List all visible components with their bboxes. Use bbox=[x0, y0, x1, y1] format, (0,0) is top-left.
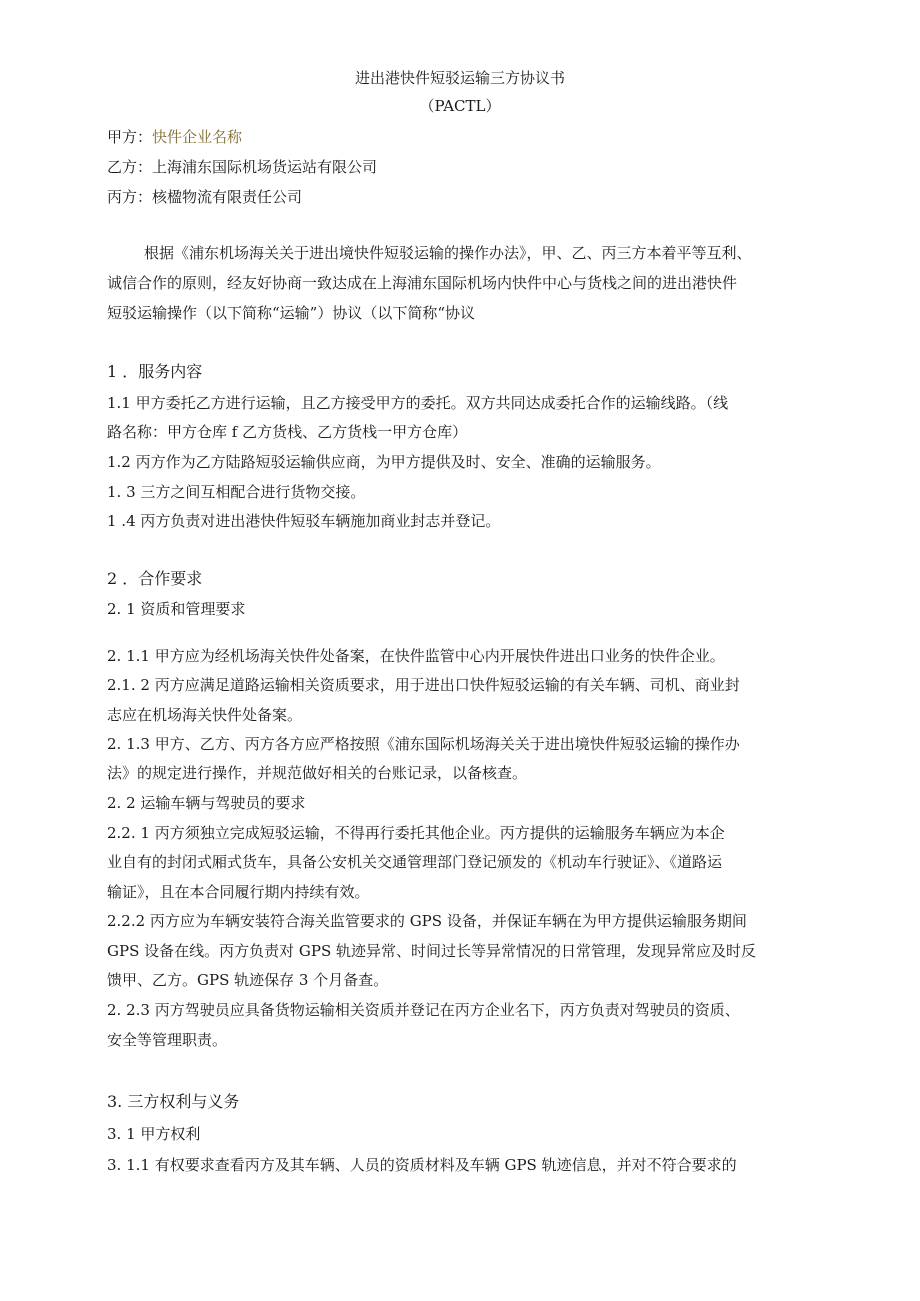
section-2-heading: 2 ．合作要求 bbox=[107, 569, 203, 588]
section-1-heading: 1 ．服务内容 bbox=[107, 362, 203, 381]
section-2-sub-1: 2. 1 资质和管理要求 bbox=[107, 600, 246, 618]
section-1-line-3: 1.2 丙方作为乙方陆路短驳运输供应商，为甲方提供及时、安全、准确的运输服务。 bbox=[107, 453, 661, 471]
section-2-line-12: 馈甲、乙方。GPS 轨迹保存 3 个月备查。 bbox=[107, 971, 389, 989]
section-2-line-4: 2. 1.3 甲方、乙方、丙方各方应严格按照《浦东国际机场海关关于进出境快件短驳运输的操作办 bbox=[107, 735, 740, 753]
section-2-line-9: 输证》，且在本合同履行期内持续有效。 bbox=[107, 883, 370, 901]
section-2-line-3: 志应在机场海关快件处备案。 bbox=[107, 706, 303, 724]
intro-line-2: 诚信合作的原则，经友好协商一致达成在上海浦东国际机场内快件中心与货栈之间的进出港快件 bbox=[107, 274, 738, 292]
section-2-line-14: 安全等管理职责。 bbox=[107, 1031, 228, 1049]
section-2-line-6: 2. 2 运输车辆与驾驶员的要求 bbox=[107, 794, 306, 812]
party-jia bbox=[107, 127, 823, 147]
section-3-sub-1: 3. 1 甲方权利 bbox=[107, 1125, 201, 1143]
section-3-heading: 3. 三方权利与义务 bbox=[107, 1092, 240, 1111]
section-2-line-2: 2.1. 2 丙方应满足道路运输相关资质要求，用于进出口快件短驳运输的有关车辆、司机、商业封 bbox=[107, 676, 740, 694]
section-2-line-1: 2. 1.1 甲方应为经机场海关快件处备案，在快件监管中心内开展快件进出口业务的快件企业。 bbox=[107, 647, 725, 665]
section-2-line-10: 2.2.2 丙方应为车辆安装符合海关监管要求的 GPS 设备，并保证车辆在为甲方提供运输服务期间 bbox=[107, 912, 747, 930]
document-title: 进出港快件短驳运输三方协议书 bbox=[354, 69, 565, 87]
party-bing: 丙方：核楹物流有限责任公司 bbox=[107, 188, 303, 206]
section-2-line-5: 法》的规定进行操作，并规范做好相关的台账记录，以备核查。 bbox=[107, 764, 528, 782]
section-1-line-4: 1. 3 三方之间互相配合进行货物交接。 bbox=[107, 483, 366, 501]
intro-line-1: 根据《浦东机场海关关于进出境快件短驳运输的操作办法》，甲、乙、丙三方本着平等互利、 bbox=[144, 244, 752, 262]
section-1-line-2: 路名称：甲方仓库 f 乙方货栈、乙方货栈一甲方仓库） bbox=[107, 423, 468, 441]
party-jia-value: 快件企业名称 bbox=[152, 128, 243, 146]
section-3-line-1: 3. 1.1 有权要求查看丙方及其车辆、人员的资质材料及车辆 GPS 轨迹信息，并对不符合要求的 bbox=[107, 1156, 737, 1174]
section-1-line-5: 1 .4 丙方负责对进出港快件短驳车辆施加商业封志并登记。 bbox=[107, 512, 501, 530]
section-2-line-8: 业自有的封闭式厢式货车，具备公安机关交通管理部门登记颁发的《机动车行驶证》、《道路运 bbox=[107, 853, 723, 871]
document-subtitle: （PACTL） bbox=[419, 97, 501, 115]
section-2-line-13: 2. 2.3 丙方驾驶员应具备货物运输相关资质并登记在丙方企业名下，丙方负责对驾驶员的资质、 bbox=[107, 1001, 740, 1019]
intro-line-3: 短驳运输操作（以下简称“运输”）协议（以下简称“协议 bbox=[107, 304, 476, 322]
section-1-line-1: 1.1 甲方委托乙方进行运输，且乙方接受甲方的委托。双方共同达成委托合作的运输线路。（线 bbox=[107, 394, 729, 412]
party-jia-label: 甲方： bbox=[107, 128, 153, 146]
section-2-line-11: GPS 设备在线。丙方负责对 GPS 轨迹异常、时间过长等异常情况的日常管理，发现异常应及时反 bbox=[107, 942, 757, 960]
party-yi: 乙方：上海浦东国际机场货运站有限公司 bbox=[107, 158, 378, 176]
section-2-line-7: 2.2. 1 丙方须独立完成短驳运输，不得再行委托其他企业。丙方提供的运输服务车辆应为本企 bbox=[107, 824, 725, 842]
